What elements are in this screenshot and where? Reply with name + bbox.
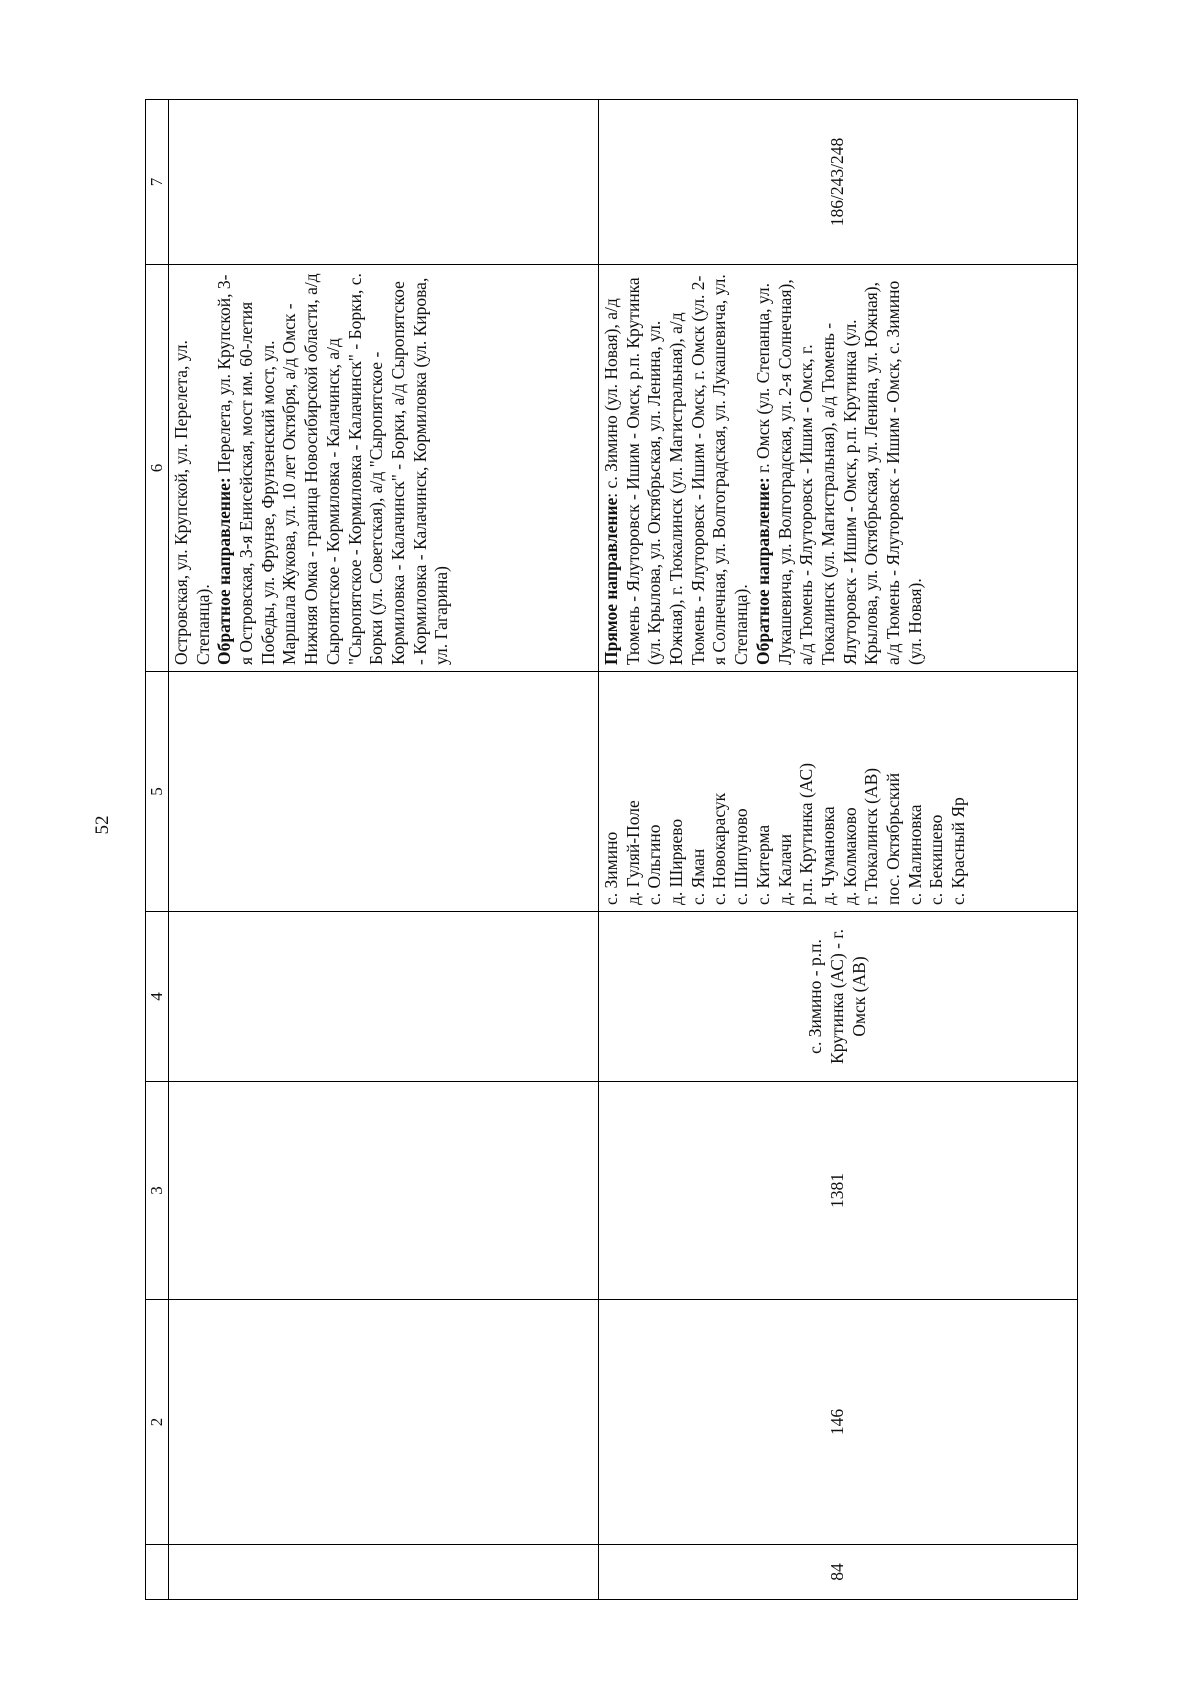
reverse-direction-label: Обратное направление:: [214, 477, 235, 665]
list-item: д. Гуляй-Поле: [622, 800, 643, 905]
table-row-84: [599, 100, 1078, 1600]
cell-empty: [169, 672, 599, 912]
list-item: с. Малиновка: [904, 804, 925, 905]
list-item: д. Ширяево: [666, 818, 687, 905]
header-cell-1: [146, 1545, 169, 1600]
header-cell-2: 2: [146, 1300, 169, 1545]
cell-empty: [169, 912, 599, 1082]
list-item: с. Бекишево: [926, 814, 947, 905]
list-item: пос. Октябрьский: [882, 772, 903, 905]
route-path-text: Перелета, ул. Крупской, 3-я Островская, 3-я Енисейская, мост им. 60-летия Победы, ул. Фрунзе, Фрунзенский мост, ул. Маршала Жукова, ул. 10 лет Октября, а/д Омск - Нижняя Омка - граница Новосибирской области, а/д Сыропятское - Кормиловка - Калачинск, а/д "Сыропятское - Кормиловка - Калачинск" - Борки, с. Борки (ул. Советская), а/д "Сыропятское - Кормиловка - Калачинск" - Борки, а/д Сыропятское - Кормиловка - Калачинск, Кормиловка (ул. Кирова, ул. Гагарина): [214, 273, 452, 665]
route-path-cell: [599, 265, 1078, 672]
route-path-cell: [169, 265, 599, 672]
list-item: д. Чумановка: [817, 806, 838, 905]
list-item: с. Яман: [687, 848, 708, 905]
route-code: 1381: [599, 1082, 1078, 1300]
header-cell-7: 7: [146, 100, 169, 265]
forward-direction-label: Прямое направление: [601, 497, 621, 665]
cell-empty: [169, 1082, 599, 1300]
list-item: с. Китерма: [752, 824, 773, 905]
list-item: д. Колмаково: [839, 807, 860, 905]
list-item: с. Шипуново: [731, 808, 752, 905]
header-cell-6: 6: [146, 265, 169, 672]
table-row-continuation: [169, 100, 599, 1600]
forward-direction-text: : с. Зимино (ул. Новая), а/д Тюмень - Ялуторовск - Ишим - Омск, р.п. Крутинка (ул. Крылова, ул. Октябрьская, ул. Ленина, ул. Южная), г. Тюкалинск (ул. Магистральная), а/д Тюмень - Ялуторовск - Ишим - Омск, г. Омск (ул. 2-я Солнечная, ул. Волгоградская, ул. Лукашевича, ул. Степанца).: [601, 274, 752, 665]
rotated-table-wrapper: [145, 100, 1078, 1600]
header-cell-4: 4: [146, 912, 169, 1082]
registration-number: 146: [599, 1300, 1078, 1545]
header-row: [146, 100, 169, 1600]
routes-table: [145, 99, 1078, 1600]
route-name: с. Зимино - р.п. Крутинка (АС) - г. Омск (АВ): [599, 912, 1078, 1082]
list-item: с. Новокарасук: [709, 792, 730, 905]
route-path-text: Островская, ул. Крупской, ул. Перелета, ул. Степанца).: [171, 340, 213, 665]
vehicle-codes: 186/243/248: [599, 100, 1078, 265]
page-number: 52: [92, 815, 113, 835]
list-item: д. Калачи: [774, 834, 795, 905]
header-cell-3: 3: [146, 1082, 169, 1300]
list-item: р.п. Крутинка (АС): [796, 762, 817, 905]
reverse-direction-text: г. Омск (ул. Степанца, ул. Лукашевича, ул. Волгоградская, ул. 2-я Солнечная), а/д Тюмень - Ялуторовск - Ишим - Омск, г. Тюкалинск (ул. Магистральная), а/д Тюмень - Ялуторовск - Ишим - Омск, р.п. Крутинка (ул. Крылова, ул. Октябрьская, ул. Ленина, ул. Южная), а/д Тюмень - Ялуторовск - Ишим - Омск, с. Зимино (ул. Новая).: [752, 279, 925, 665]
row-number: 84: [599, 1545, 1078, 1600]
cell-empty: [169, 1300, 599, 1545]
cell-empty: [169, 1545, 599, 1600]
list-item: с. Зимино: [601, 831, 621, 905]
cell-empty: [169, 100, 599, 265]
list-item: с. Красный Яр: [948, 797, 968, 905]
header-cell-5: 5: [146, 672, 169, 912]
list-item: с. Ольгино: [644, 824, 665, 905]
list-item: г. Тюкалинск (АВ): [861, 767, 882, 905]
reverse-direction-label: Обратное направление:: [752, 477, 773, 665]
stops-list: [599, 672, 1078, 912]
